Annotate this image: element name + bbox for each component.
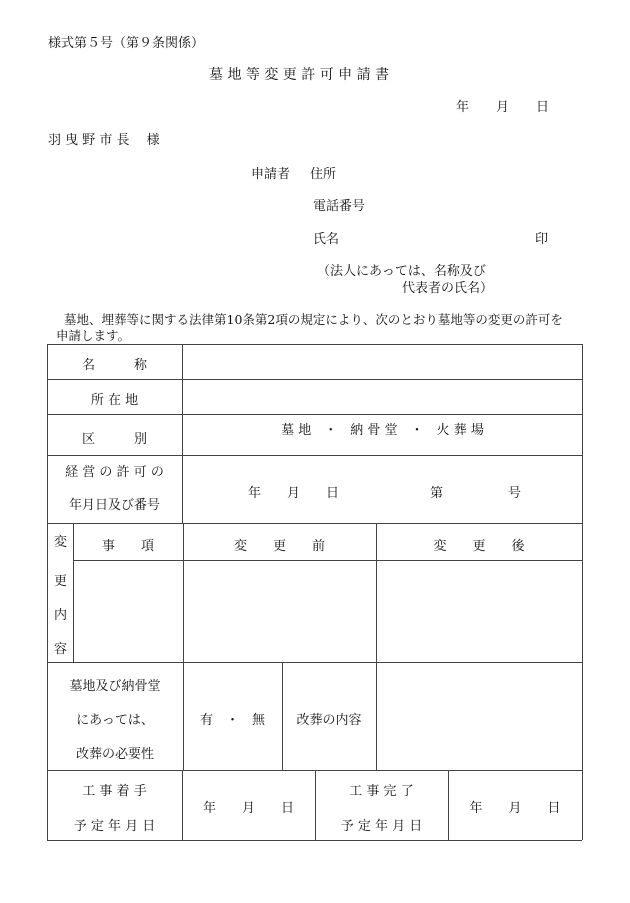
cell-start-label-line2: 予 定 年 月 日 bbox=[73, 819, 156, 834]
header-before: 変 更 前 bbox=[233, 539, 325, 554]
cell-change-item[interactable] bbox=[74, 561, 182, 661]
body-text-line2: 申請します。 bbox=[56, 328, 131, 343]
date-day: 日 bbox=[536, 100, 550, 115]
cell-category-options[interactable]: 墓 地 ・ 納 骨 堂 ・ 火 葬 場 bbox=[281, 423, 484, 438]
document-title: 墓 地 等 変 更 許 可 申 請 書 bbox=[209, 67, 390, 83]
name-label: 氏名 bbox=[313, 232, 340, 247]
header-item: 事 項 bbox=[101, 539, 154, 554]
cell-permit-date[interactable]: 年 月 日 bbox=[248, 486, 340, 501]
phone-label: 電話番号 bbox=[313, 199, 366, 214]
cell-reburial-label-line1: 墓地及び納骨堂 bbox=[69, 679, 161, 694]
cell-permit-no-prefix: 第 bbox=[430, 486, 444, 501]
cell-end-date[interactable]: 年 月 日 bbox=[469, 801, 561, 816]
date-year: 年 bbox=[456, 100, 470, 115]
cell-location-label: 所 在 地 bbox=[90, 393, 139, 408]
cell-location-value[interactable] bbox=[183, 380, 582, 414]
cell-permit-label-line2: 年月日及び番号 bbox=[68, 498, 160, 513]
cell-change-after[interactable] bbox=[377, 561, 581, 661]
cell-end-label-line2: 予 定 年 月 日 bbox=[340, 819, 423, 834]
cell-reburial-content-label: 改葬の内容 bbox=[296, 713, 362, 728]
cell-category-label: 区 別 bbox=[81, 432, 147, 447]
change-side-char-3: 内 bbox=[54, 608, 68, 623]
corp-note-line2: 代表者の氏名） bbox=[402, 281, 494, 296]
date-month: 月 bbox=[496, 100, 510, 115]
cell-reburial-label-line2: にあっては、 bbox=[76, 713, 154, 728]
form-number: 様式第５号（第９条関係） bbox=[48, 36, 205, 51]
corp-note-line1: （法人にあっては、名称及び bbox=[317, 264, 486, 279]
cell-permit-no-suffix: 号 bbox=[508, 486, 522, 501]
seal-mark: 印 bbox=[535, 232, 549, 247]
change-side-char-4: 容 bbox=[54, 642, 68, 657]
cell-start-date[interactable]: 年 月 日 bbox=[202, 801, 294, 816]
body-text-line1: 墓地、埋葬等に関する法律第10条第2項の規定により、次のとおり墓地等の変更の許可を bbox=[64, 312, 563, 327]
change-side-char-1: 変 bbox=[54, 535, 68, 550]
cell-change-before[interactable] bbox=[184, 561, 375, 661]
cell-reburial-label-line3: 改葬の必要性 bbox=[75, 747, 154, 762]
cell-reburial-content[interactable] bbox=[377, 663, 581, 769]
cell-permit-label-line1: 経 営 の 許 可 の bbox=[65, 465, 164, 480]
change-side-char-2: 更 bbox=[54, 574, 68, 589]
cell-name-value[interactable] bbox=[183, 345, 582, 379]
cell-yes-no[interactable]: 有 ・ 無 bbox=[199, 713, 265, 728]
address-label: 住所 bbox=[310, 167, 337, 182]
cell-name-label: 名 称 bbox=[81, 358, 147, 373]
header-after: 変 更 後 bbox=[433, 539, 525, 554]
cell-start-label-line1: 工 事 着 手 bbox=[82, 784, 147, 799]
addressee: 羽 曳 野 市 長 様 bbox=[48, 133, 160, 148]
applicant-label: 申請者 bbox=[251, 167, 291, 182]
cell-end-label-line1: 工 事 完 了 bbox=[349, 784, 414, 799]
